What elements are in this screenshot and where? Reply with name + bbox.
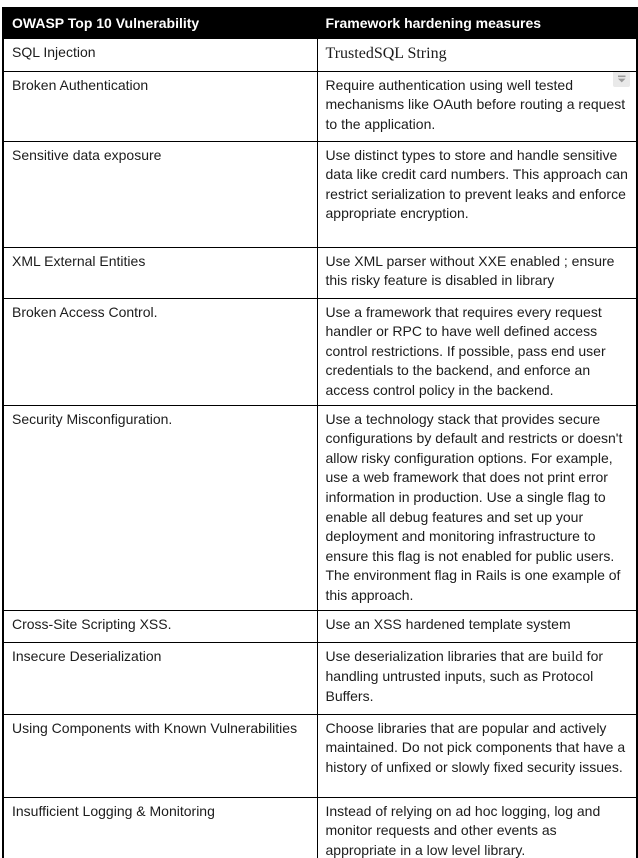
measure-cell: Instead of relying on ad hoc logging, log and monitor requests and other events as appropriate in a low level library. — [317, 797, 637, 858]
vulnerability-cell: Cross-Site Scripting XSS. — [3, 610, 317, 642]
table-row — [3, 405, 637, 610]
measure-text: Require authentication using well tested mechanisms like OAuth before routing a request to the application. — [325, 76, 626, 132]
measure-cell: Choose libraries that are popular and actively maintained. Do not pick components that have a history of unfixed or slowly fixed security issues. — [317, 714, 637, 797]
table-row — [3, 71, 637, 141]
measure-cell — [317, 642, 637, 714]
measure-text: for handling untrusted inputs, such as Protocol Buffers. — [325, 647, 604, 704]
table-row — [3, 247, 637, 298]
measure-cell — [317, 71, 637, 141]
vulnerability-cell: Insufficient Logging & Monitoring — [3, 797, 317, 858]
vulnerability-cell: Using Components with Known Vulnerabilities — [3, 714, 317, 797]
table-row — [3, 797, 637, 858]
measure-text: Use deserialization libraries that are — [325, 647, 552, 664]
measure-cell: Use distinct types to store and handle sensitive data like credit card numbers. This approach can restrict serialization to prevent leaks and enforce appropriate encryption. — [317, 141, 637, 247]
measure-cell: Use an XSS hardened template system — [317, 610, 637, 642]
vulnerability-cell: Sensitive data exposure — [3, 141, 317, 247]
vulnerability-cell: XML External Entities — [3, 247, 317, 298]
vulnerability-cell: SQL Injection — [3, 38, 317, 71]
table-header-row — [3, 8, 637, 38]
table-row — [3, 38, 637, 71]
header-measures-column: Framework hardening measures — [317, 8, 637, 38]
table-row — [3, 610, 637, 642]
table-row — [3, 298, 637, 405]
measure-cell: Use a technology stack that provides secure configurations by default and restricts or doesn't allow risky configuration options. For example, use a web framework that does not print error information in production. Use a single flag to enable all debug features and set up your deployment and monitoring infrastructure to ensure this flag is not enabled for public users. The environment flag in Rails is one example of this approach. — [317, 405, 637, 610]
collapsed-comment-icon[interactable] — [613, 71, 630, 87]
table-row — [3, 642, 637, 714]
vulnerability-cell: Security Misconfiguration. — [3, 405, 317, 610]
vulnerability-cell: Broken Access Control. — [3, 298, 317, 405]
measure-text-serif-word: build — [551, 648, 583, 665]
measure-cell: Use a framework that requires every request handler or RPC to have well defined access control restrictions. If possible, pass end user credentials to the backend, and enforce an access control policy in the backend. — [317, 298, 637, 405]
table-row — [3, 141, 637, 247]
table-row — [3, 714, 637, 797]
vulnerability-cell: Insecure Deserialization — [3, 642, 317, 714]
vulnerability-cell: Broken Authentication — [3, 71, 317, 141]
measure-cell: TrustedSQL String — [317, 38, 637, 71]
measure-cell: Use XML parser without XXE enabled ; ensure this risky feature is disabled in library — [317, 247, 637, 298]
header-vulnerability-column: OWASP Top 10 Vulnerability — [3, 8, 317, 38]
owasp-hardening-table — [2, 7, 638, 858]
